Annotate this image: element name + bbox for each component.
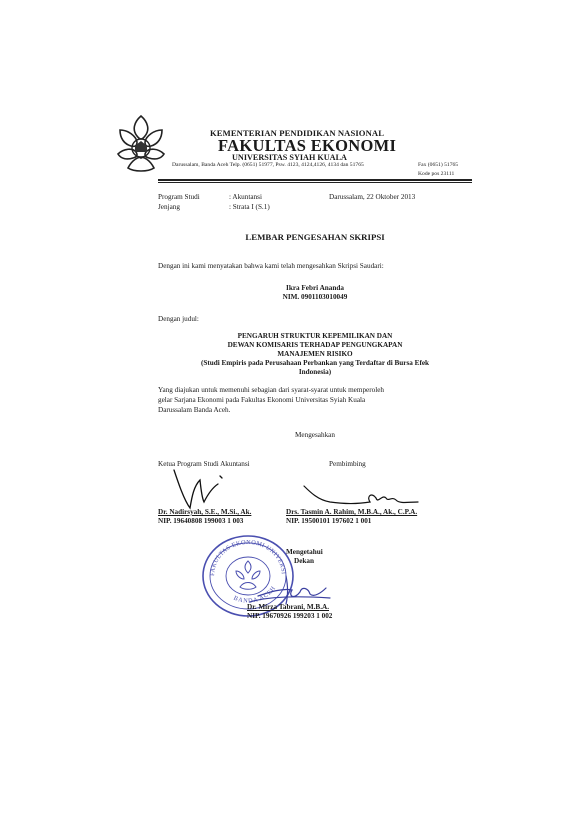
place-date: Darussalam, 22 Oktober 2013 <box>329 193 416 201</box>
judul-label: Dengan judul: <box>158 315 199 323</box>
thesis-title-line-1: PENGARUH STRUKTUR KEPEMILIKAN DAN <box>237 332 393 340</box>
letterhead-address: Darussalam, Banda Aceh Telp. (0651) 51977, Psw. 4123, 4124,4126, 4134 dan 51765 <box>172 162 364 168</box>
letterhead-faculty: FAKULTAS EKONOMI <box>218 136 397 155</box>
right-signatory-nip: NIP. 19500101 197602 1 001 <box>286 517 372 525</box>
dean-name: Dr. Mirza Tabrani, M.B.A. <box>247 603 329 611</box>
program-value: : Akuntansi <box>229 193 262 201</box>
stamp-bottom-text: BANDA ACEH <box>232 584 278 605</box>
right-signatory-name: Drs. Tasmin A. Rahim, M.B.A., Ak., C.P.A. <box>286 508 418 516</box>
purpose-line-1: Yang diajukan untuk memenuhi sebagian dari syarat-syarat untuk memperoleh <box>158 386 385 394</box>
letterhead-rule-thin <box>158 182 472 183</box>
program-label: Program Studi <box>158 193 200 201</box>
level-label: Jenjang <box>158 203 180 211</box>
thesis-title-line-5: Indonesia) <box>298 368 332 376</box>
page-title: LEMBAR PENGESAHAN SKRIPSI <box>245 232 385 242</box>
dean-nip: NIP. 19670926 199203 1 002 <box>247 612 333 620</box>
purpose-line-3: Darussalam Banda Aceh. <box>158 406 231 414</box>
left-signature-icon <box>170 466 240 512</box>
letterhead-ministry: KEMENTERIAN PENDIDIKAN NASIONAL <box>210 128 385 138</box>
right-signatory-role: Pembimbing <box>329 460 366 468</box>
intro-text: Dengan ini kami menyatakan bahwa kami telah mengesahkan Skripsi Saudari: <box>158 262 384 270</box>
thesis-title-line-4: (Studi Empiris pada Perusahaan Perbankan yang Terdaftar di Bursa Efek <box>200 359 430 367</box>
thesis-title-line-2: DEWAN KOMISARIS TERHADAP PENGUNGKAPAN <box>227 341 403 349</box>
letterhead-rule <box>158 179 472 181</box>
left-signatory-nip: NIP. 19640808 199003 1 003 <box>158 517 244 525</box>
purpose-line-2: gelar Sarjana Ekonomi pada Fakultas Ekonomi Universitas Syiah Kuala <box>158 396 366 404</box>
letterhead-fax: Fax (0651) 51765 <box>418 162 459 168</box>
dean-role-1: Mengetahui <box>286 548 323 556</box>
letterhead-postal-code: Kode pos 23111 <box>418 171 455 177</box>
letterhead-university: UNIVERSITAS SYIAH KUALA <box>232 153 347 162</box>
student-name: Ikra Febri Ananda <box>286 284 344 292</box>
thesis-title-line-3: MANAJEMEN RISIKO <box>277 350 353 358</box>
right-signature-icon <box>300 482 430 510</box>
dean-role-2: Dekan <box>294 557 314 565</box>
university-logo-icon <box>112 112 170 180</box>
left-signatory-role: Ketua Program Studi Akuntansi <box>158 460 250 468</box>
approved-label: Mengesahkan <box>295 431 335 439</box>
student-nim: NIM. 0901103010049 <box>282 293 348 301</box>
stamp-ring-text: FAKULTAS EKONOMI UNIVERSITAS SYIAH KUALA <box>197 528 287 577</box>
left-signatory-name: Dr. Nadirsyah, S.E., M.Si., Ak. <box>158 508 252 516</box>
level-value: : Strata I (S.1) <box>229 203 270 211</box>
